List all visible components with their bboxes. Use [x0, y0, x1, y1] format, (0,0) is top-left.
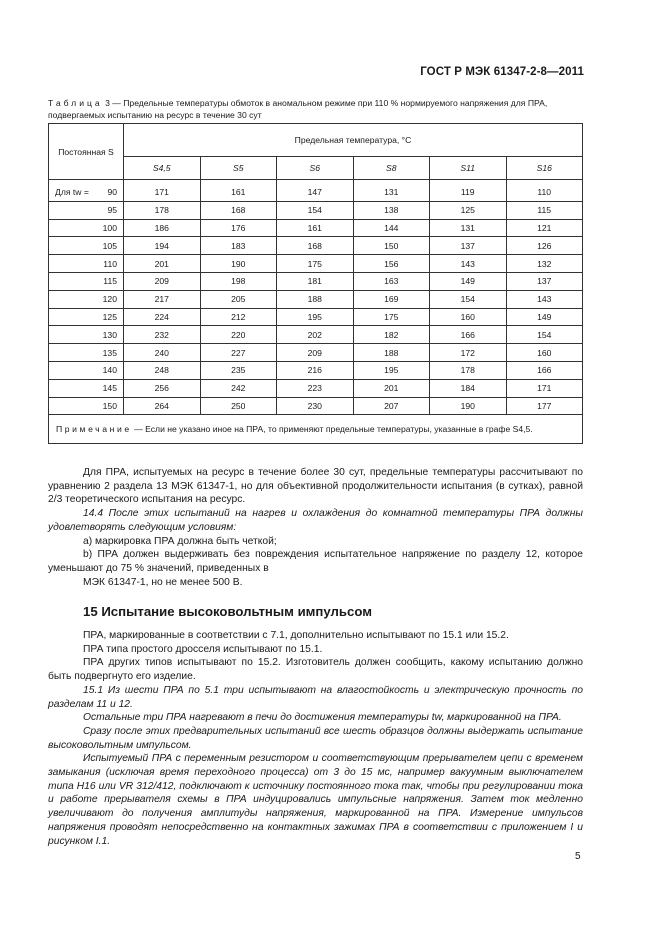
column-subheader: S8 — [353, 157, 430, 180]
table-cell: 119 — [430, 180, 507, 202]
row-constant-value: 110 — [103, 258, 117, 269]
table-caption-word: Таблица — [48, 98, 103, 108]
table-cell: 166 — [506, 361, 583, 379]
table-cell: 160 — [506, 344, 583, 362]
table-cell: 137 — [506, 272, 583, 290]
table-cell: 220 — [200, 326, 277, 344]
row-label-prefix: Для tw = — [55, 187, 89, 198]
row-label — [49, 361, 124, 379]
paragraph: 15.1 Из шести ПРА по 5.1 три испытывают на влагостойкость и электрическую прочность по разделам 11 и 12. — [48, 684, 583, 710]
table-cell: 227 — [200, 344, 277, 362]
table-cell: 205 — [200, 290, 277, 308]
table-cell: 154 — [506, 326, 583, 344]
row-constant-value: 115 — [103, 276, 117, 287]
table-cell: 137 — [430, 237, 507, 255]
table-cell: 188 — [353, 344, 430, 362]
table-row — [49, 326, 583, 344]
table-cell: 169 — [353, 290, 430, 308]
row-constant-value: 130 — [102, 329, 117, 340]
row-label — [49, 379, 124, 397]
paragraph: Испытуемый ПРА с переменным резистором и соответствующим прерывателем цепи с временем замыкания (исключая время переходного процесса) от 3 до 15 мс, например вакуумным выключателем типа H16 или VR 312/412, подключают к источнику постоянного тока так, чтобы при регулировании тока и работе прерывателя схемы в ПРА индуцировались импульсные напряжения. Затем ток медленно увеличивают до получения амплитуды напряжения, маркированной на ПРА. Измерение импульсов напряжения проводят непосредственно на контактных зажимах ПРА в соответствии с приложением I и рисунком I.1. — [48, 753, 583, 847]
table-cell: 190 — [200, 255, 277, 273]
table-cell: 178 — [124, 201, 201, 219]
paragraph: b) ПРА должен выдерживать без повреждения испытательное напряжение по разделу 12, которое уменьшают до 75 % значений, приведенных в — [48, 549, 583, 574]
table-cell: 149 — [430, 272, 507, 290]
table-cell: 194 — [124, 237, 201, 255]
table-row — [49, 361, 583, 379]
table-cell: 166 — [430, 326, 507, 344]
table-cell: 242 — [200, 379, 277, 397]
table-cell: 154 — [430, 290, 507, 308]
table-cell: 264 — [124, 397, 201, 415]
table-cell: 131 — [430, 219, 507, 237]
paragraph: Для ПРА, испытуемых на ресурс в течение более 30 сут, предельные температуры рассчитывают по уравнению 2 раздела 13 МЭК 61347-1, но для объективной продолжительности испытания (в сутках), равной 2/3 теоретического испытания на ресурс. — [48, 467, 583, 506]
body-text-upper — [48, 466, 583, 589]
column-subheader: S16 — [506, 157, 583, 180]
table-cell: 176 — [200, 219, 277, 237]
table-cell: 250 — [200, 397, 277, 415]
table-cell: 172 — [430, 344, 507, 362]
table-cell: 183 — [200, 237, 277, 255]
table-cell: 143 — [506, 290, 583, 308]
table-note — [49, 415, 583, 444]
document-header: ГОСТ Р МЭК 61347-2-8—2011 — [420, 66, 584, 78]
table-row — [49, 272, 583, 290]
paragraph: Остальные три ПРА нагревают в печи до достижения температуры tw, маркированной на ПРА. — [83, 712, 562, 724]
row-constant-value: 145 — [102, 383, 117, 394]
table-cell: 209 — [124, 272, 201, 290]
table-cell: 149 — [506, 308, 583, 326]
table-cell: 230 — [277, 397, 354, 415]
table-cell: 223 — [277, 379, 354, 397]
table-cell: 168 — [277, 237, 354, 255]
table-cell: 150 — [353, 237, 430, 255]
table-cell: 216 — [277, 361, 354, 379]
table-row — [49, 290, 583, 308]
row-constant-value: 105 — [102, 240, 117, 251]
section-title: 15 Испытание высоковольтным импульсом — [83, 604, 373, 619]
table-cell: 184 — [430, 379, 507, 397]
row-constant-value: 125 — [102, 311, 117, 322]
table-row — [49, 237, 583, 255]
column-group-header: Предельная температура, °C — [124, 124, 583, 157]
table-cell: 161 — [277, 219, 354, 237]
table-cell: 235 — [200, 361, 277, 379]
row-label — [49, 180, 124, 202]
table-cell: 163 — [353, 272, 430, 290]
table-cell: 131 — [353, 180, 430, 202]
column-subheader: S4,5 — [124, 157, 201, 180]
paragraph: 14.4 После этих испытаний на нагрев и охлаждения до комнатной температуры ПРА должны удовлетворять следующим условиям: — [48, 508, 583, 533]
table-cell: 224 — [124, 308, 201, 326]
table-cell: 195 — [353, 361, 430, 379]
table-cell: 177 — [506, 397, 583, 415]
table-cell: 202 — [277, 326, 354, 344]
table-cell: 110 — [506, 180, 583, 202]
column-header-constant: Постоянная S — [49, 124, 124, 180]
table-cell: 175 — [277, 255, 354, 273]
table-row — [49, 344, 583, 362]
table-cell: 198 — [200, 272, 277, 290]
row-constant-value: 95 — [107, 205, 117, 216]
table-cell: 186 — [124, 219, 201, 237]
table-cell: 138 — [353, 201, 430, 219]
note-text: — Если не указано иное на ПРА, то применяют предельные температуры, указанные в графе S4,5. — [131, 423, 533, 434]
table-cell: 182 — [353, 326, 430, 344]
paragraph: ПРА, маркированные в соответствии с 7.1, дополнительно испытывают по 15.1 или 15.2. — [83, 630, 509, 641]
table-cell: 115 — [506, 201, 583, 219]
table-cell: 212 — [200, 308, 277, 326]
column-subheader: S6 — [277, 157, 354, 180]
paragraph: Сразу после этих предварительных испытаний все шесть образцов должны выдержать испытание высоковольтным импульсом. — [48, 725, 583, 751]
table-cell: 207 — [353, 397, 430, 415]
row-constant-value: 100 — [102, 222, 117, 233]
row-label — [49, 201, 124, 219]
table-cell: 195 — [277, 308, 354, 326]
table-cell: 147 — [277, 180, 354, 202]
table-cell: 154 — [277, 201, 354, 219]
table-note-row — [49, 415, 583, 444]
paragraph: ПРА других типов испытывают по 15.2. Изготовитель должен сообщить, какому испытанию должно быть подвергнуто его изделие. — [48, 657, 583, 683]
table-cell: 181 — [277, 272, 354, 290]
table-row — [49, 308, 583, 326]
row-label — [49, 308, 124, 326]
table-cell: 171 — [506, 379, 583, 397]
table-cell: 144 — [353, 219, 430, 237]
row-label — [49, 272, 124, 290]
table-row — [49, 255, 583, 273]
table-row — [49, 219, 583, 237]
table-row — [49, 397, 583, 415]
row-label — [49, 219, 124, 237]
row-constant-value: 150 — [102, 400, 117, 411]
row-constant-value: 90 — [107, 187, 117, 198]
table-cell: 190 — [430, 397, 507, 415]
table-cell: 132 — [506, 255, 583, 273]
table-row — [49, 201, 583, 219]
table-caption — [48, 98, 584, 121]
table-cell: 256 — [124, 379, 201, 397]
table-cell: 175 — [353, 308, 430, 326]
table-cell: 201 — [353, 379, 430, 397]
table-cell: 161 — [200, 180, 277, 202]
table-row — [49, 180, 583, 202]
table-cell: 171 — [124, 180, 201, 202]
table-cell: 178 — [430, 361, 507, 379]
paragraph: МЭК 61347-1, но не менее 500 В. — [83, 576, 243, 588]
table-cell: 143 — [430, 255, 507, 273]
column-subheader: S5 — [200, 157, 277, 180]
paragraph: a) маркировка ПРА должна быть четкой; — [83, 535, 277, 547]
table-cell: 201 — [124, 255, 201, 273]
row-label — [49, 397, 124, 415]
row-constant-value: 140 — [102, 365, 117, 376]
table-cell: 248 — [124, 361, 201, 379]
table-cell: 188 — [277, 290, 354, 308]
paragraph: ПРА типа простого дросселя испытывают по 15.1. — [83, 643, 323, 655]
table-cell: 232 — [124, 326, 201, 344]
row-label — [49, 344, 124, 362]
table-cell: 217 — [124, 290, 201, 308]
table-caption-text: 3 — Предельные температуры обмоток в аномальном режиме при 110 % нормируемого напряжения для ПРА, подвергаемых испытанию на ресурс в течение 30 сут — [48, 98, 548, 120]
row-constant-value: 135 — [102, 347, 117, 358]
page-number: 5 — [575, 851, 581, 862]
row-label — [49, 237, 124, 255]
table-cell: 209 — [277, 344, 354, 362]
row-label — [49, 255, 124, 273]
table-cell: 240 — [124, 344, 201, 362]
row-label — [49, 326, 124, 344]
table-cell: 121 — [506, 219, 583, 237]
row-label — [49, 290, 124, 308]
table-row — [49, 379, 583, 397]
note-word: Примечание — [56, 423, 132, 434]
body-text-section — [48, 629, 583, 848]
table-cell: 168 — [200, 201, 277, 219]
column-subheader: S11 — [430, 157, 507, 180]
table-cell: 156 — [353, 255, 430, 273]
row-constant-value: 120 — [102, 294, 117, 305]
temperature-table — [48, 123, 583, 444]
table-cell: 160 — [430, 308, 507, 326]
table-cell: 125 — [430, 201, 507, 219]
table-cell: 126 — [506, 237, 583, 255]
